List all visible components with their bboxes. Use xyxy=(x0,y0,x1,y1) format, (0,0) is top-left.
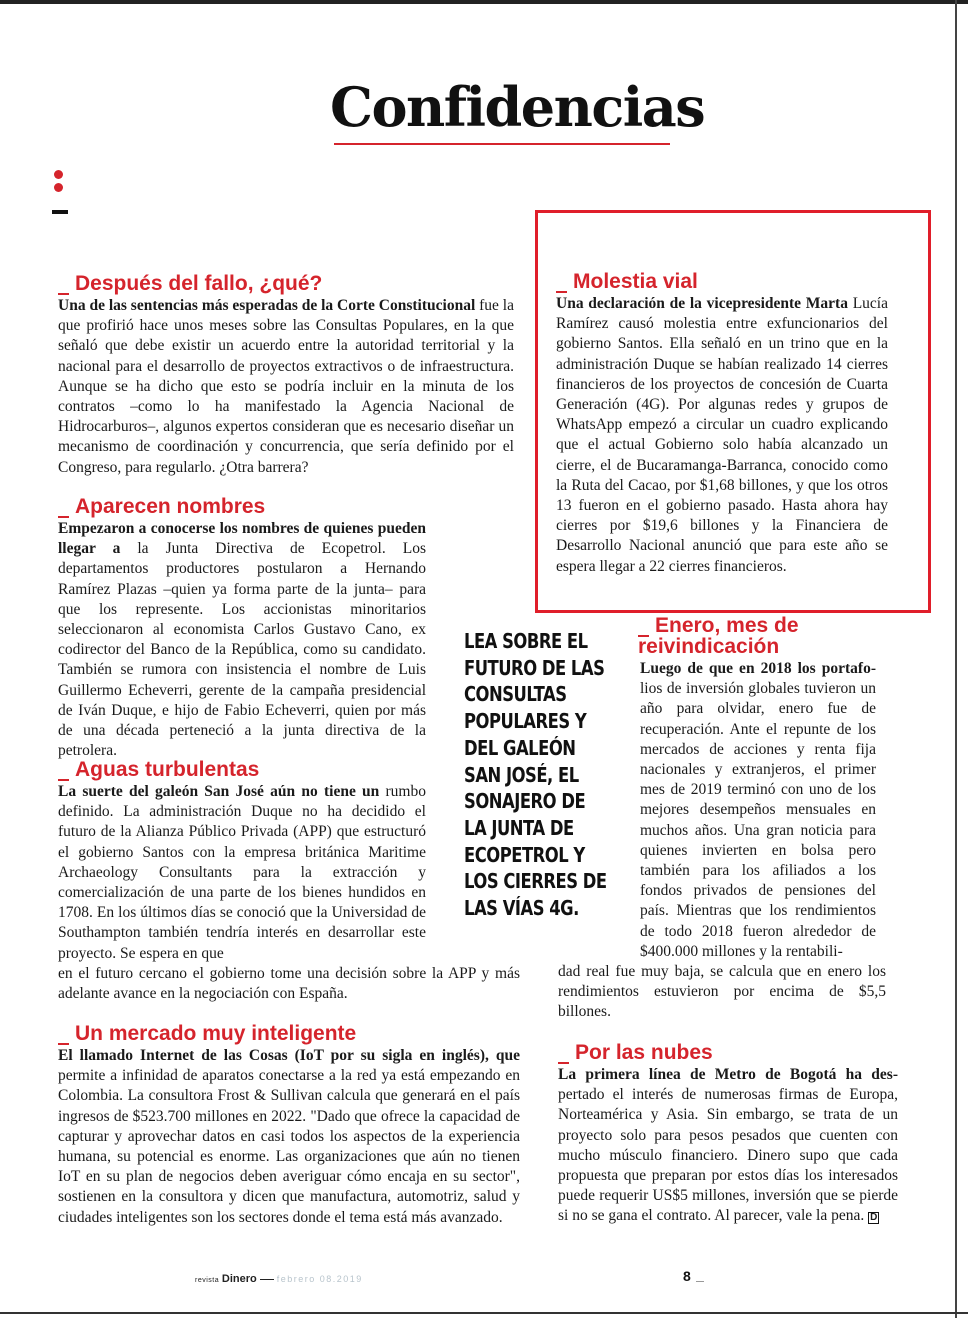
footer-separator xyxy=(260,1279,274,1280)
article-enero xyxy=(558,616,892,1023)
article-nubes xyxy=(558,1041,898,1227)
article-nombres xyxy=(58,495,512,761)
page-title: Confidencias xyxy=(330,75,705,139)
page-edge xyxy=(955,0,957,1318)
article-lead: Una declaración de la vicepresidente Marta xyxy=(556,295,848,312)
article-fallo xyxy=(58,272,514,478)
heading-text: Molestia vial xyxy=(573,270,698,293)
article-heading xyxy=(58,495,512,519)
article-lead: Empezaron a conocerse los nombres de quienes pueden llegar a xyxy=(58,520,426,558)
article-mercado xyxy=(58,1022,520,1228)
heading-text: Después del fallo, ¿qué? xyxy=(75,272,323,295)
top-border xyxy=(0,0,968,4)
article-body xyxy=(58,1046,520,1228)
heading-text: Por las nubes xyxy=(575,1041,713,1064)
heading-dash-icon xyxy=(58,1043,69,1045)
heading-text: Aguas turbulentas xyxy=(75,758,260,781)
article-text: la Junta Directiva de Ecopetrol. Los departamentos productores postularon a Hernando Ramírez Plazas –quien ya forma parte de la junta– para que los represente. Los accionistas minoritarios seleccionaron al economista Carlos Gustavo Cano, ex codirector del Banco de la República, como su candidato. También se rumora con insistencia el nombre de Luis Guillermo Echeverri, gerente de la campaña presidencial de Iván Duque, e hijo de Fabio Echeverri, quien por más de una década perteneció a la junta directiva de la petrolera. xyxy=(58,540,427,760)
article-heading xyxy=(58,758,520,782)
heading-dash-icon xyxy=(556,291,567,293)
footer-prefix: revista xyxy=(195,1277,220,1284)
heading-dash-icon xyxy=(58,779,69,781)
bottom-border xyxy=(0,1312,968,1314)
heading-text: Aparecen nombres xyxy=(75,495,266,518)
dinero-end-mark-icon: D xyxy=(870,1212,878,1224)
article-text: Lucía Ramírez causó molestia entre exfuncionarios del gobierno Santos. Ella señaló en un trino que en la administración Duque se habían realizado 14 cierres financieros de los proyectos de concesión de Cuarta Generación (4G). Por algunas redes y grupos de WhatsApp empezó a circular un cuadro explicando que el actual Gobierno solo había alcanzado un cierre, el de Bucaramanga-Barranca, conocido como la Ruta del Cacao, por $1,68 billones, y que los otros 13 fueron en el gobierno pasado. Hasta ahora hay cierres por $19,6 billones y la Financiera de Desarrollo Nacional anunció que para este año se espera llegar a 22 cierres financieros. xyxy=(556,295,888,575)
heading-dash-icon xyxy=(58,293,69,295)
article-lead: Luego de que en 2018 los portafo- xyxy=(640,660,876,677)
article-heading xyxy=(58,1022,520,1046)
article-aguas xyxy=(58,758,520,1004)
article-heading xyxy=(58,272,514,296)
article-heading xyxy=(558,1041,898,1065)
footer-magazine xyxy=(195,1273,363,1291)
article-molestia xyxy=(556,270,888,577)
footer-date: febrero 08.2019 xyxy=(276,1274,363,1284)
heading-text: Enero, mes de reivindicación xyxy=(638,614,799,658)
red-dot-icon xyxy=(54,183,63,192)
article-lead: La suerte del galeón San José aún no tiene un xyxy=(58,783,380,800)
page-number-rule xyxy=(696,1281,704,1282)
article-lead: La primera línea de Metro de Bogotá ha des- xyxy=(558,1066,898,1083)
black-dash-icon xyxy=(52,210,68,214)
article-body xyxy=(58,296,514,478)
heading-text: Un mercado muy inteligente xyxy=(75,1022,357,1045)
article-body xyxy=(640,659,876,962)
article-text: fue la que profirió hace unos meses sobre las Consultas Populares, en la que señaló que debe existir un acuerdo entre la autoridad territorial y la nacional para el desarrollo de proyectos extractivos o de infraestructura. Aunque se ha dicho que esto se podría incluir en la minuta de los contratos –como lo ha manifestado la Agencia Nacional de Hidrocarburos–, algunos expertos consideran que es necesario diseñar un mecanismo de coordinación y concurrencia, que sería definido por el Congreso, para regularlo. ¿Otra barrera? xyxy=(58,297,514,476)
pull-quote: LEA SOBRE EL FUTURO DE LAS CONSULTAS POPULARES Y DEL GALEÓN SAN JOSÉ, EL SONAJERO DE LA JUNTA DE ECOPETROL Y LOS CIERRES DE LAS VÍAS 4G. xyxy=(464,629,607,921)
page-number: 8 xyxy=(683,1268,691,1284)
article-body xyxy=(556,294,888,577)
heading-dash-icon xyxy=(558,1062,569,1064)
article-text-continued: en el futuro cercano el gobierno tome una decisión sobre la APP y más adelante avance en la negociación con España. xyxy=(58,964,520,1003)
article-body xyxy=(558,1065,898,1227)
red-dot-icon xyxy=(54,170,63,179)
article-text-continued: dad real fue muy baja, se calcula que en enero los rendimientos estuvieron por encima de $5,5 billones. xyxy=(558,963,886,1021)
article-text: pertado el interés de numerosas firmas de Europa, Norteamérica y Asia. Sin embargo, se trata de un proyecto solo para pesos pesados que cuenten con mucho músculo financiero. Dinero supo que cada propuesta que preparan por estos días los interesados puede requerir US$5 millones, inversión que se pierde si no se gana el contrato. Al parecer, vale la pena. xyxy=(558,1086,898,1225)
article-text: lios de inversión globales tuvieron un año para olvidar, enero fue de recuperación. Ante el repunte de los mercados de acciones y renta fija nacionales y extranjeros, el primer mes de 2019 terminó con uno de los mejores desempeños mensuales en muchos años. Una gran noticia para quienes invierten en bolsa pero también para los afiliados a los fondos privados de pensiones del país. Mientras que los rendimientos de todo 2018 fueron alrededor de $400.000 millones y la rentabili- xyxy=(640,680,876,960)
article-body xyxy=(58,519,426,761)
title-underline xyxy=(334,143,670,145)
article-body xyxy=(58,782,426,964)
article-heading xyxy=(638,616,868,656)
article-heading xyxy=(556,270,888,294)
heading-dash-icon xyxy=(58,516,69,518)
article-lead: Una de las sentencias más esperadas de la Corte Constitucional xyxy=(58,297,476,314)
footer-brand: Dinero xyxy=(221,1273,257,1285)
article-text: rumbo definido. La administración Duque no ha decidido el futuro de la Alianza Público Privada (APP) que estructuró el gobierno Santos con la empresa británica Maritime Archaeology Consultants para la extracción y comercialización de una parte de los bienes hundidos en 1708. En los últimos días se conoció que la Universidad de Southampton también tendría interés en desarrollar este proyecto. Se espera en que xyxy=(58,783,426,962)
article-text: permite a infinidad de aparatos conectarse a la red ya está empezando en Colombia. La consultora Frost & Sullivan calcula que generará en el país ingresos de $523.700 millones en 2022. "Dado que ofrece la capacidad de capturar y aprovechar datos en casi todos los aspectos de la experiencia humana, su potencial es enorme. Las organizaciones que aún no tienen IoT en su plan de negocios deben averiguar cómo encaja en su sector", sostienen en la consultora y dicen que manufactura, automotriz, salud y ciudades inteligentes son los sectores donde el tema está más avanzado. xyxy=(58,1067,520,1226)
article-lead: El llamado Internet de las Cosas (IoT por su sigla en inglés), que xyxy=(58,1047,520,1064)
section-marker-icon xyxy=(52,170,66,220)
